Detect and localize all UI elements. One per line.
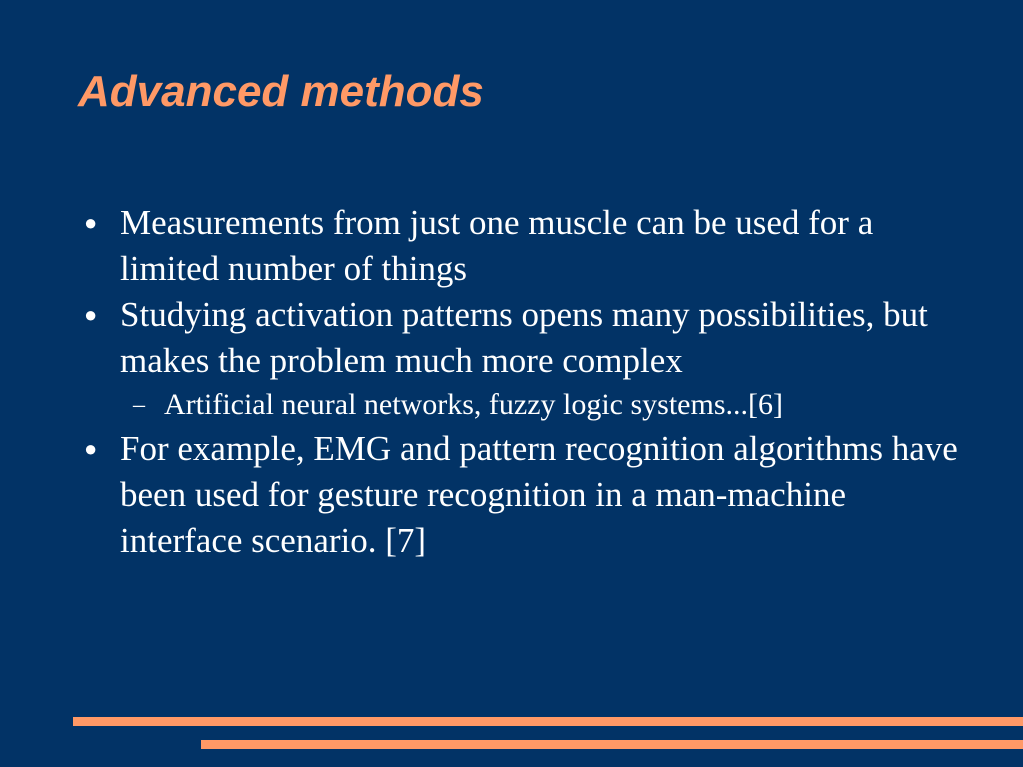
bullet-item <box>0 200 960 292</box>
bullet-text: For example, EMG and pattern recognition algorithms have been used for gesture recognition in a man-machine interface scenario. [7] <box>120 429 958 560</box>
decorative-rule-bottom <box>201 740 1023 749</box>
bullet-item <box>0 426 960 564</box>
sub-bullet-item <box>0 384 964 426</box>
bullet-dot-icon: ● <box>84 436 98 461</box>
bullet-dot-icon: ● <box>84 210 98 235</box>
bullet-text: Measurements from just one muscle can be used for a limited number of things <box>120 203 874 288</box>
bullet-list <box>0 200 1000 564</box>
bullet-dot-icon: ● <box>84 302 98 327</box>
sub-bullet-text: Artificial neural networks, fuzzy logic systems...[6] <box>164 388 783 421</box>
bullet-item <box>0 292 960 384</box>
dash-icon: – <box>133 392 145 418</box>
slide-title: Advanced methods <box>78 67 484 116</box>
decorative-rule-top <box>73 717 1023 726</box>
bullet-text: Studying activation patterns opens many possibilities, but makes the problem much more complex <box>120 295 928 380</box>
